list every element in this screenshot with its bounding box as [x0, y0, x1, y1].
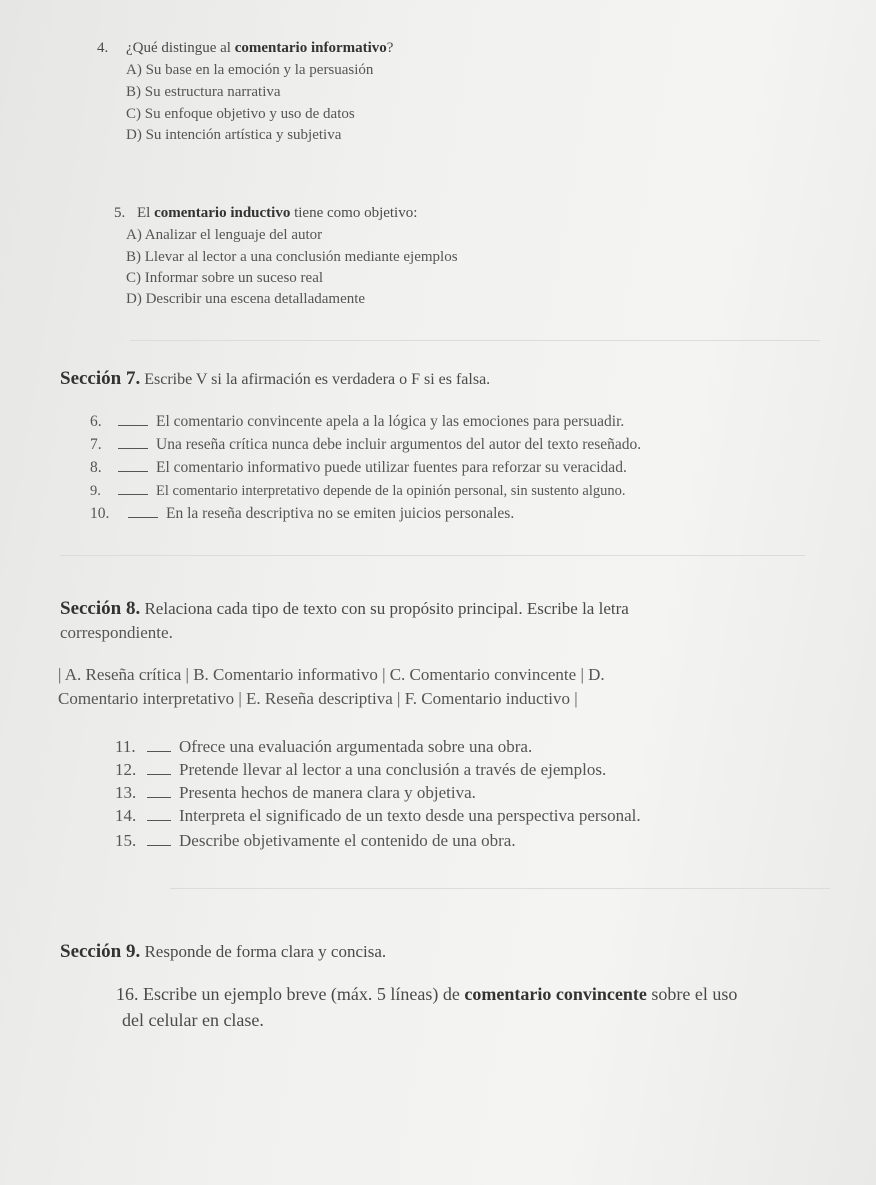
answer-blank[interactable]	[147, 762, 171, 775]
match-item-15	[115, 831, 516, 851]
divider	[130, 340, 820, 341]
q4-option-d: D) Su intención artística y subjetiva	[126, 127, 342, 143]
section-8-instruction: Relaciona cada tipo de texto con su propósito principal. Escribe la letra	[140, 599, 629, 618]
question-stem-bold: comentario convincente	[464, 984, 647, 1004]
tf-item-7	[90, 436, 641, 454]
item-text: Pretende llevar al lector a una conclusión a través de ejemplos.	[179, 760, 607, 779]
answer-blank[interactable]	[118, 459, 148, 472]
answer-blank[interactable]	[147, 785, 171, 798]
q5-option-d: D) Describir una escena detalladamente	[126, 291, 366, 307]
q4-option-c: C) Su enfoque objetivo y uso de datos	[126, 106, 355, 122]
item-text: El comentario interpretativo depende de la opinión personal, sin sustento alguno.	[156, 483, 626, 499]
question-stem-end: ?	[386, 40, 394, 56]
item-text: Una reseña crítica nunca debe incluir argumentos del autor del texto reseñado.	[156, 436, 642, 453]
divider	[170, 888, 830, 889]
item-text: El comentario convincente apela a la lógica y las emociones para persuadir.	[156, 413, 625, 430]
question-stem-end: tiene como objetivo:	[290, 205, 418, 221]
question-number: 5.	[114, 205, 126, 221]
q5-option-c: C) Informar sobre un suceso real	[126, 270, 324, 286]
divider	[60, 555, 805, 556]
item-number: 9.	[90, 483, 101, 499]
section-7-instruction: Escribe V si la afirmación es verdadera o F si es falsa.	[140, 371, 491, 388]
section-8-instruction-cont: correspondiente.	[60, 623, 173, 642]
q4-option-b: B) Su estructura narrativa	[126, 84, 281, 100]
item-text: En la reseña descriptiva no se emiten juicios personales.	[166, 505, 515, 522]
section-7-heading	[60, 368, 490, 390]
section-8-heading	[60, 598, 629, 620]
section-9-instruction: Responde de forma clara y concisa.	[140, 942, 387, 961]
answer-blank[interactable]	[128, 505, 158, 518]
section-8-options-line-1: | A. Reseña crítica | B. Comentario informativo | C. Comentario convincente | D.	[58, 665, 605, 684]
item-number: 7.	[90, 436, 102, 453]
item-number: 6.	[90, 413, 102, 430]
section-8-title: Sección 8.	[60, 598, 141, 619]
item-number: 15.	[115, 831, 137, 850]
match-item-12	[115, 760, 606, 780]
q5-option-b: B) Llevar al lector a una conclusión mediante ejemplos	[126, 249, 458, 265]
section-9-title: Sección 9.	[60, 941, 141, 962]
section-7-title: Sección 7.	[60, 368, 141, 389]
item-text: Ofrece una evaluación argumentada sobre una obra.	[179, 737, 533, 756]
question-stem-bold: comentario inductivo	[154, 205, 291, 221]
item-number: 12.	[115, 760, 137, 779]
question-5	[114, 205, 417, 222]
q4-option-a: A) Su base en la emoción y la persuasión	[126, 62, 374, 78]
q5-option-a: A) Analizar el lenguaje del autor	[126, 227, 323, 243]
question-stem: ¿Qué distingue al	[126, 40, 235, 56]
answer-blank[interactable]	[118, 413, 148, 426]
item-text: Describe objetivamente el contenido de una obra.	[179, 831, 516, 850]
section-8-options-line-2: Comentario interpretativo | E. Reseña descriptiva | F. Comentario inductivo |	[58, 689, 578, 708]
item-number: 10.	[90, 505, 110, 522]
answer-blank[interactable]	[118, 482, 148, 495]
question-16	[116, 984, 737, 1005]
answer-blank[interactable]	[118, 436, 148, 449]
item-number: 11.	[115, 737, 136, 756]
item-number: 8.	[90, 459, 102, 476]
answer-blank[interactable]	[147, 833, 171, 846]
item-text: Interpreta el significado de un texto desde una perspectiva personal.	[179, 806, 641, 825]
tf-item-9	[90, 482, 626, 500]
question-stem-end: sobre el uso	[646, 984, 738, 1004]
question-4	[97, 40, 393, 57]
item-number: 14.	[115, 806, 137, 825]
match-item-11	[115, 737, 532, 757]
tf-item-6	[90, 413, 624, 431]
answer-blank[interactable]	[147, 808, 171, 821]
question-stem-bold: comentario informativo	[234, 40, 387, 56]
tf-item-8	[90, 459, 627, 477]
item-text: Presenta hechos de manera clara y objetiva.	[179, 783, 476, 802]
question-stem: El	[137, 205, 155, 221]
question-stem: 16. Escribe un ejemplo breve (máx. 5 líneas) de	[116, 984, 465, 1004]
item-text: El comentario informativo puede utilizar fuentes para reforzar su veracidad.	[156, 459, 627, 476]
answer-blank[interactable]	[147, 739, 171, 752]
match-item-13	[115, 783, 476, 803]
question-16-cont: del celular en clase.	[122, 1010, 264, 1030]
item-number: 13.	[115, 783, 137, 802]
section-9-heading	[60, 941, 386, 963]
match-item-14	[115, 806, 641, 826]
tf-item-10	[90, 505, 514, 523]
question-number: 4.	[97, 40, 109, 56]
